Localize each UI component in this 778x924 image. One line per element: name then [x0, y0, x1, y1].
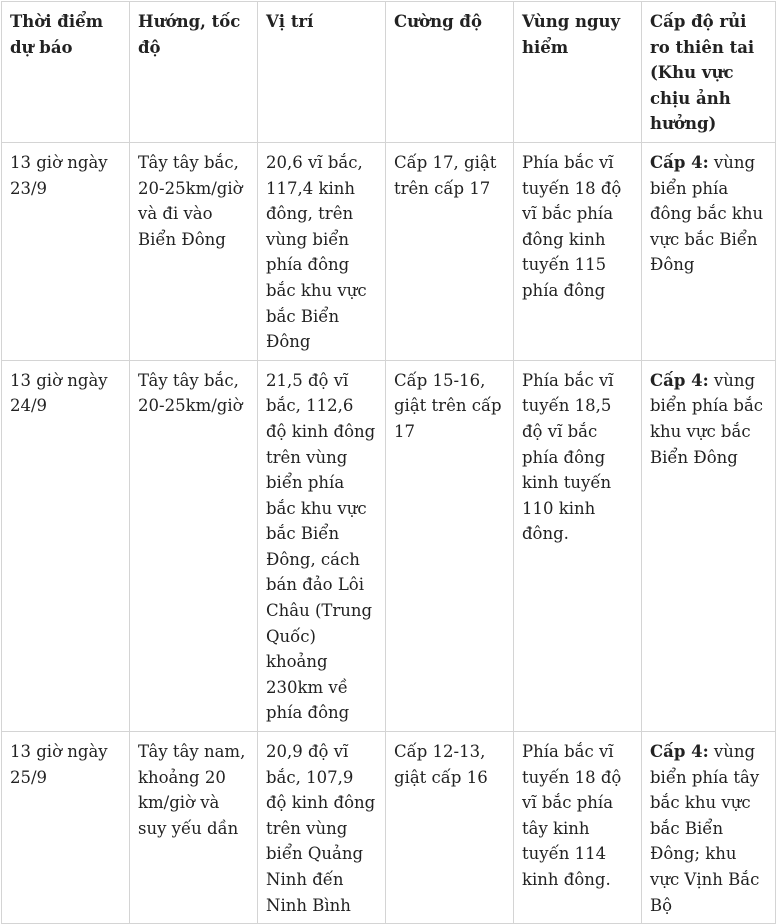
risk-area-text: vùng biển phía đông bắc khu vực bắc Biển Đông [650, 152, 764, 275]
risk-level-label: Cấp 4: [650, 152, 709, 172]
cell-time: 13 giờ ngày 23/9 [2, 142, 130, 360]
header-direction: Hướng, tốc độ [130, 2, 258, 143]
cell-risk [642, 732, 776, 924]
cell-direction: Tây tây bắc, 20-25km/giờ và đi vào Biển Đông [130, 142, 258, 360]
cell-danger-zone: Phía bắc vĩ tuyến 18 độ vĩ bắc phía tây kinh tuyến 114 kinh đông. [514, 732, 642, 924]
cell-time: 13 giờ ngày 25/9 [2, 732, 130, 924]
table-body [2, 142, 776, 923]
cell-danger-zone: Phía bắc vĩ tuyến 18,5 độ vĩ bắc phía đông kinh tuyến 110 kinh đông. [514, 360, 642, 731]
cell-danger-zone: Phía bắc vĩ tuyến 18 độ vĩ bắc phía đông kinh tuyến 115 phía đông [514, 142, 642, 360]
cell-intensity: Cấp 12-13, giật cấp 16 [386, 732, 514, 924]
header-risk-level: Cấp độ rủi ro thiên tai (Khu vực chịu ảnh hưởng) [642, 2, 776, 143]
risk-level-label: Cấp 4: [650, 742, 709, 762]
risk-level-label: Cấp 4: [650, 370, 709, 390]
risk-area-text: vùng biển phía bắc khu vực bắc Biển Đông [650, 370, 764, 467]
header-danger-zone: Vùng nguy hiểm [514, 2, 642, 143]
table-header [2, 2, 776, 143]
cell-risk [642, 142, 776, 360]
cell-intensity: Cấp 17, giật trên cấp 17 [386, 142, 514, 360]
cell-intensity: Cấp 15-16, giật trên cấp 17 [386, 360, 514, 731]
cell-risk [642, 360, 776, 731]
header-position: Vị trí [258, 2, 386, 143]
table-row [2, 732, 776, 924]
cell-direction: Tây tây nam, khoảng 20 km/giờ và suy yếu dần [130, 732, 258, 924]
forecast-table [1, 1, 776, 924]
header-time: Thời điểm dự báo [2, 2, 130, 143]
header-intensity: Cường độ [386, 2, 514, 143]
cell-time: 13 giờ ngày 24/9 [2, 360, 130, 731]
cell-position: 20,9 độ vĩ bắc, 107,9 độ kinh đông trên vùng biển Quảng Ninh đến Ninh Bình [258, 732, 386, 924]
risk-area-text: vùng biển phía tây bắc khu vực bắc Biển Đông; khu vực Vịnh Bắc Bộ [650, 742, 760, 915]
table-row [2, 142, 776, 360]
header-row [2, 2, 776, 143]
table-row [2, 360, 776, 731]
cell-position: 20,6 vĩ bắc, 117,4 kinh đông, trên vùng biển phía đông bắc khu vực bắc Biển Đông [258, 142, 386, 360]
cell-direction: Tây tây bắc, 20-25km/giờ [130, 360, 258, 731]
cell-position: 21,5 độ vĩ bắc, 112,6 độ kinh đông trên vùng biển phía bắc khu vực bắc Biển Đông, cách bán đảo Lôi Châu (Trung Quốc) khoảng 230km về phía đông [258, 360, 386, 731]
